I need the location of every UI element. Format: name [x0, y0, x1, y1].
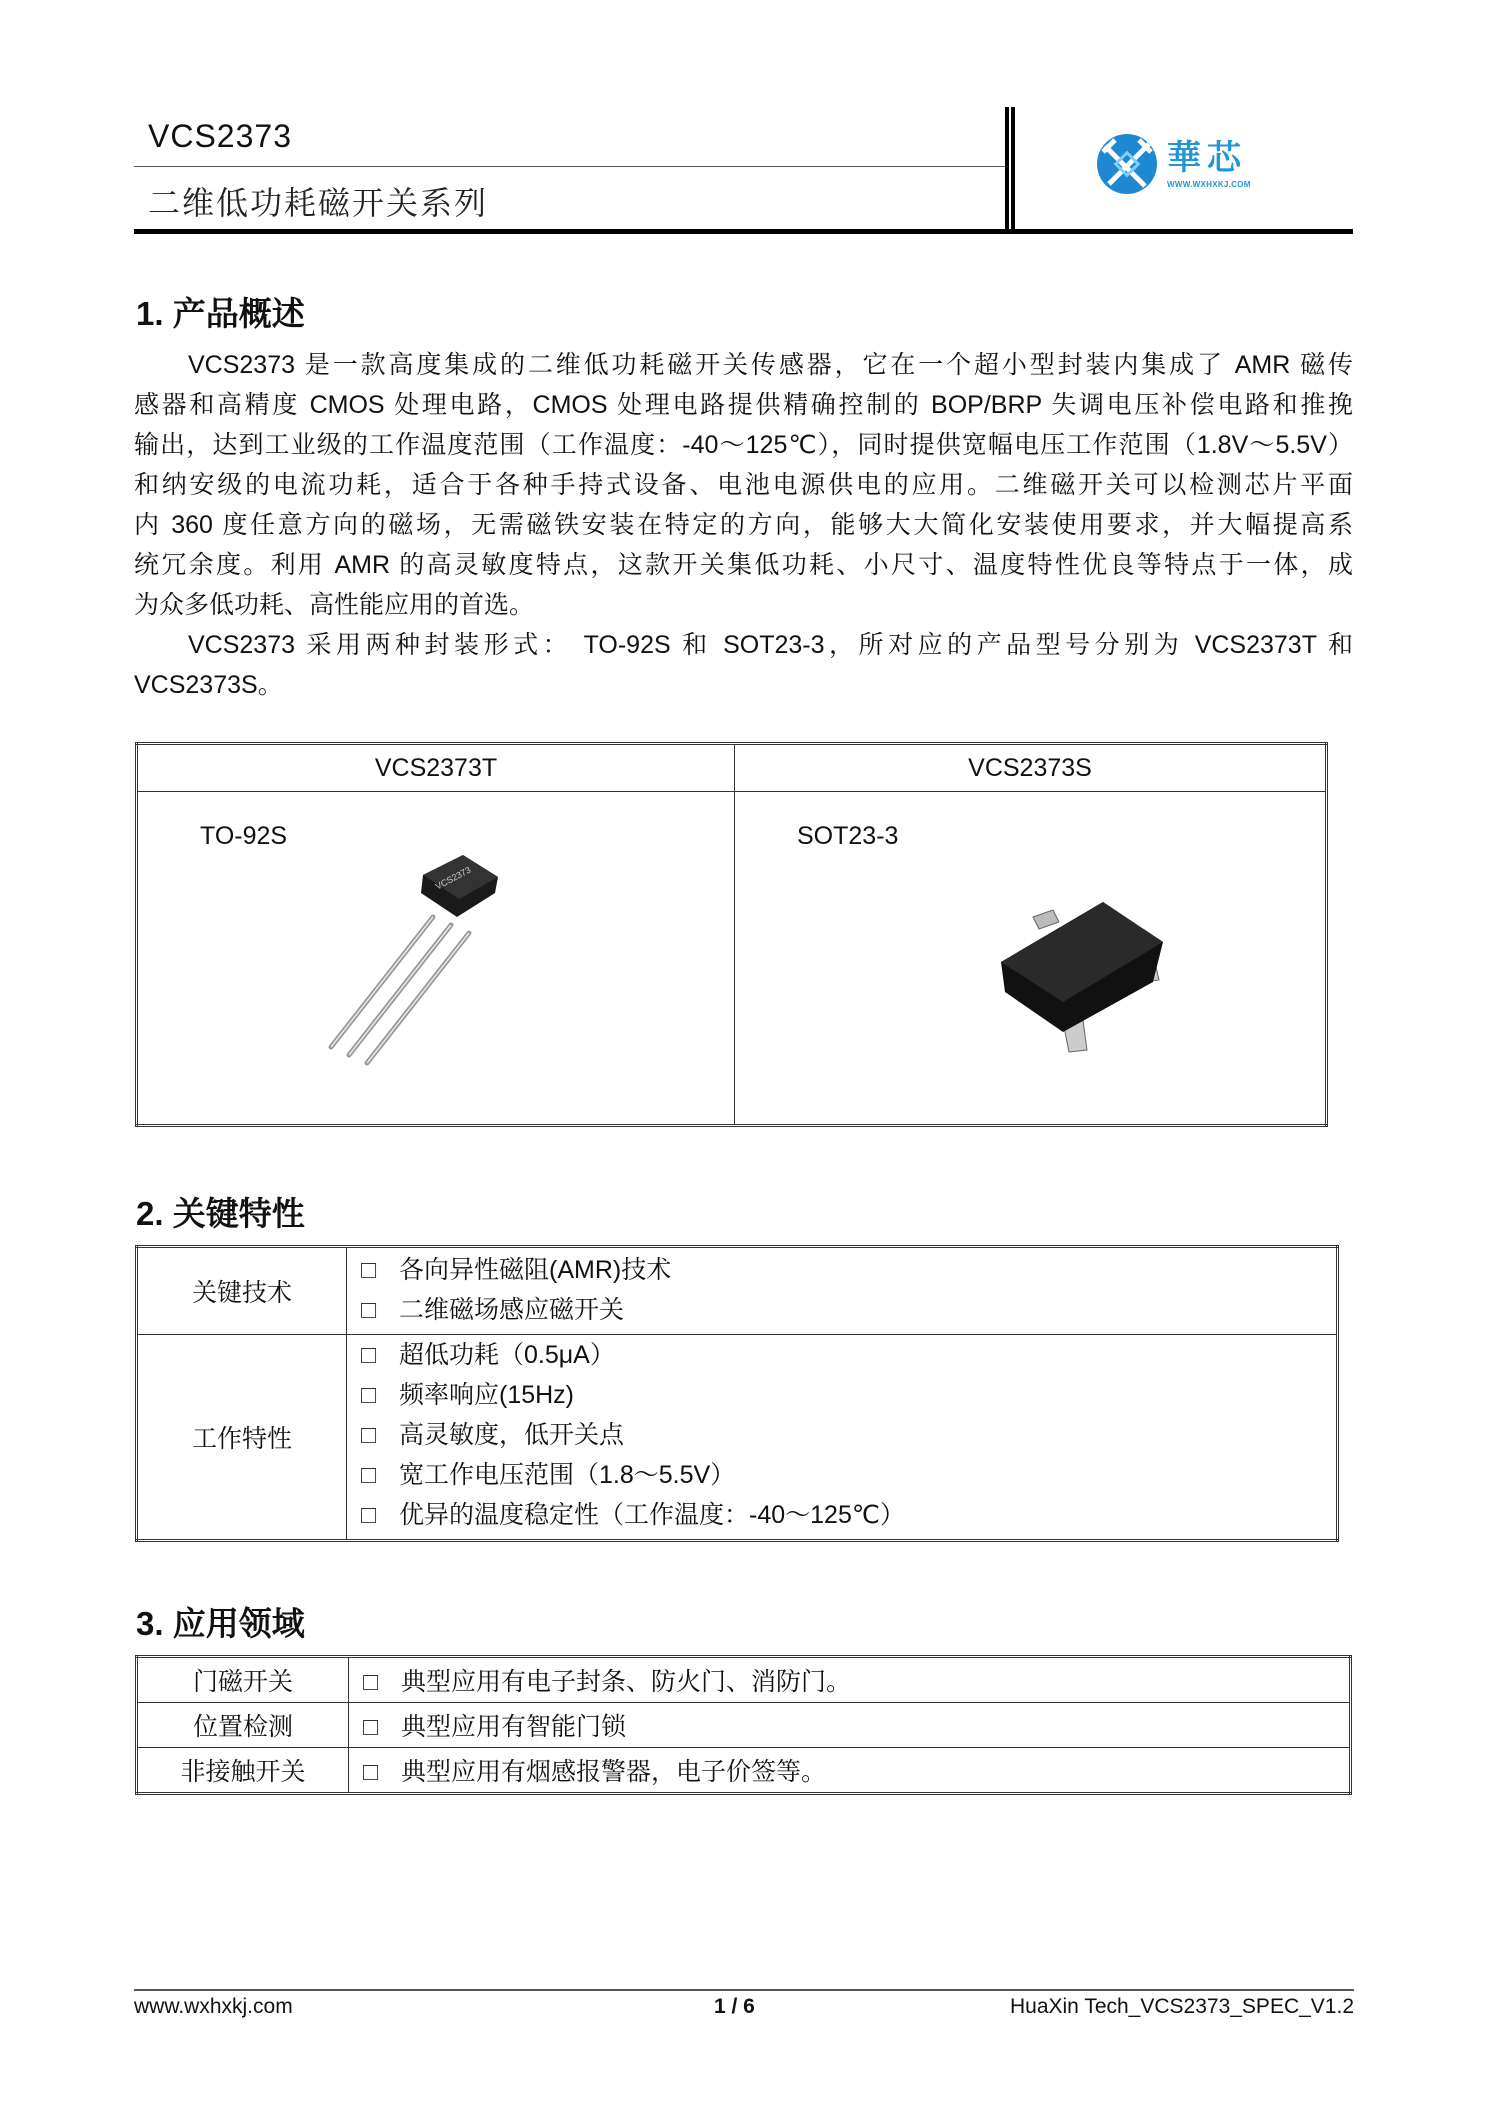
checkbox-icon: □ — [361, 1421, 377, 1449]
checkbox-icon: □ — [361, 1341, 377, 1369]
package-label: TO-92S — [200, 822, 288, 850]
logo-url: WWW.WXHXKJ.COM — [1167, 180, 1251, 189]
checkbox-icon: □ — [363, 1668, 379, 1696]
checkbox-icon: □ — [361, 1501, 377, 1529]
package-cell-sot23 — [735, 792, 1327, 1126]
overview-paragraph — [134, 345, 1353, 705]
footer-doc-id: HuaXin Tech_VCS2373_SPEC_V1.2 — [1009, 1995, 1354, 2018]
feature-text: 二维磁场感应磁开关 — [399, 1296, 625, 1324]
footer-website: www.wxhxkj.com — [134, 1995, 293, 2018]
sot23-package-image — [993, 882, 1173, 1057]
package-label: SOT23-3 — [797, 822, 899, 850]
text-line: 内 360 度任意方向的磁场，无需磁铁安装在特定的方向，能够大大简化安装使用要求，并大幅提高系 — [134, 511, 1353, 539]
application-value — [349, 1703, 1351, 1748]
header-divider — [134, 166, 1006, 167]
header-rule — [134, 229, 1353, 234]
package-table — [135, 742, 1328, 1127]
text-line: 统冗余度。利用 AMR 的高灵敏度特点，这款开关集低功耗、小尺寸、温度特性优良等特点于一体，成 — [134, 551, 1353, 579]
table-row — [137, 1703, 1351, 1748]
checkbox-icon: □ — [361, 1381, 377, 1409]
text-line: 和纳安级的电流功耗，适合于各种手持式设备、电池电源供电的应用。二维磁开关可以检测芯片平面 — [134, 471, 1353, 499]
logo-mark-icon — [1095, 132, 1159, 196]
text-line: VCS2373 采用两种封装形式： TO-92S 和 SOT23-3，所对应的产品型号分别为 VCS2373T 和 — [188, 631, 1353, 659]
feature-values — [347, 1247, 1338, 1335]
text-line: 感器和高精度 CMOS 处理电路，CMOS 处理电路提供精确控制的 BOP/BRP 失调电压补偿电路和推挽 — [134, 391, 1353, 419]
feature-text: 高灵敏度，低开关点 — [399, 1421, 625, 1449]
feature-item — [347, 1375, 1336, 1415]
feature-key: 工作特性 — [137, 1335, 347, 1541]
feature-values — [347, 1335, 1338, 1541]
application-text: 典型应用有烟感报警器，电子价签等。 — [401, 1758, 827, 1786]
header-vertical-bar — [1005, 107, 1009, 231]
section-title-features: 2. 关键特性 — [136, 1195, 305, 1232]
feature-item — [347, 1250, 1336, 1290]
header-subtitle: 二维低功耗磁开关系列 — [148, 185, 489, 221]
table-row — [137, 1748, 1351, 1794]
application-value — [349, 1657, 1351, 1703]
checkbox-icon: □ — [361, 1256, 377, 1284]
feature-key: 关键技术 — [137, 1247, 347, 1335]
logo-text: 華芯 — [1167, 139, 1247, 177]
footer-rule — [134, 1989, 1354, 1991]
company-logo — [1095, 128, 1265, 198]
application-key: 门磁开关 — [137, 1657, 349, 1703]
to92s-package-image — [323, 847, 543, 1087]
feature-text: 超低功耗（0.5μA） — [399, 1341, 615, 1369]
checkbox-icon: □ — [361, 1296, 377, 1324]
feature-item — [347, 1455, 1336, 1495]
feature-text: 优异的温度稳定性（工作温度：-40～125℃） — [399, 1501, 905, 1529]
checkbox-icon: □ — [363, 1758, 379, 1786]
header-vertical-bar — [1011, 107, 1015, 231]
features-table — [135, 1245, 1339, 1542]
table-row — [137, 1657, 1351, 1703]
feature-item — [347, 1495, 1336, 1535]
feature-text: 宽工作电压范围（1.8～5.5V） — [399, 1461, 736, 1489]
applications-table — [135, 1655, 1352, 1795]
application-value — [349, 1748, 1351, 1794]
feature-text: 各向异性磁阻(AMR)技术 — [399, 1256, 672, 1284]
package-model: VCS2373S — [735, 744, 1327, 792]
section-title-applications: 3. 应用领域 — [136, 1605, 305, 1642]
text-line: 输出，达到工业级的工作温度范围（工作温度：-40～125℃），同时提供宽幅电压工作范围（1.8V～5.5V） — [134, 431, 1353, 459]
checkbox-icon: □ — [361, 1461, 377, 1489]
text-line: 为众多低功耗、高性能应用的首选。 — [134, 591, 535, 619]
application-text: 典型应用有智能门锁 — [401, 1713, 627, 1741]
text-line: VCS2373S。 — [134, 671, 283, 699]
header-model: VCS2373 — [148, 118, 292, 154]
chip-marking: VCS2373 — [433, 864, 473, 892]
application-key: 位置检测 — [137, 1703, 349, 1748]
application-text: 典型应用有电子封条、防火门、消防门。 — [401, 1668, 852, 1696]
package-model: VCS2373T — [137, 744, 735, 792]
package-cell-to92s — [137, 792, 735, 1126]
section-title-overview: 1. 产品概述 — [136, 295, 305, 332]
checkbox-icon: □ — [363, 1713, 379, 1741]
feature-item — [347, 1415, 1336, 1455]
feature-item — [347, 1335, 1336, 1375]
feature-item — [347, 1290, 1336, 1330]
feature-text: 频率响应(15Hz) — [399, 1381, 575, 1409]
application-key: 非接触开关 — [137, 1748, 349, 1794]
text-line: VCS2373 是一款高度集成的二维低功耗磁开关传感器，它在一个超小型封装内集成了 AMR 磁传 — [188, 351, 1353, 379]
footer-page-number: 1 / 6 — [714, 1995, 755, 2018]
